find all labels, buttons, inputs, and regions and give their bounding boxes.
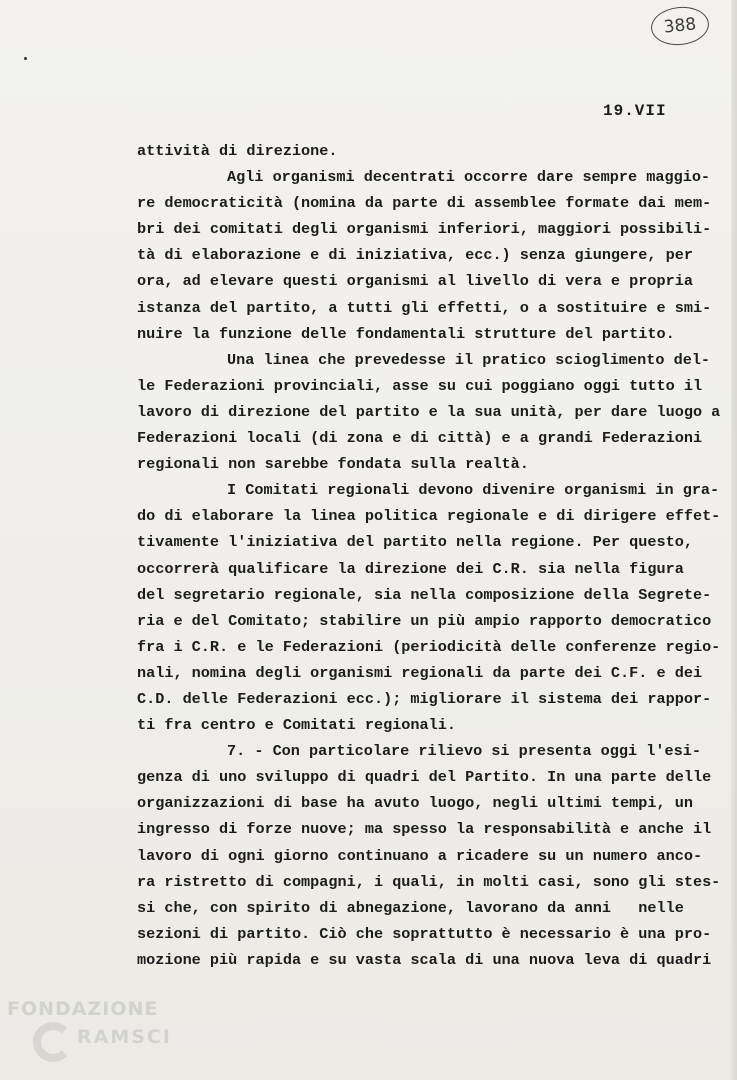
text-line: del segretario regionale, sia nella composizione della Segrete- — [137, 585, 712, 604]
text-line: ra ristretto di compagni, i quali, in molti casi, sono gli stes- — [137, 872, 721, 891]
text-line: ora, ad elevare questi organismi al livello di vera e propria — [137, 272, 693, 291]
text-line: 7. - Con particolare rilievo si presenta oggi l'esi- — [227, 742, 701, 761]
text-line: lavoro di direzione del partito e la sua unità, per dare luogo a — [137, 402, 721, 421]
text-line: C.D. delle Federazioni ecc.); migliorare il sistema dei rappor- — [137, 689, 712, 708]
text-line: Una linea che prevedesse il pratico scioglimento del- — [227, 350, 711, 369]
watermark-g-logo-icon — [33, 1022, 73, 1062]
text-line: ti fra centro e Comitati regionali. — [137, 716, 456, 735]
text-line: le Federazioni provinciali, asse su cui poggiano oggi tutto il — [137, 376, 703, 395]
text-line: fra i C.R. e le Federazioni (periodicità delle conferenze regio- — [137, 637, 721, 656]
text-line: tà di elaborazione e di iniziativa, ecc.) senza giungere, per — [137, 246, 693, 265]
text-line: mozione più rapida e su vasta scala di una nuova leva di quadri — [137, 950, 712, 969]
text-line: Federazioni locali (di zona e di città) e a grandi Federazioni — [137, 429, 703, 448]
text-line: Agli organismi decentrati occorre dare sempre maggio- — [227, 168, 711, 187]
text-line: si che, con spirito di abnegazione, lavorano da anni nelle — [137, 898, 684, 917]
text-line: sezioni di partito. Ciò che soprattutto è necessario è una pro- — [137, 924, 712, 943]
text-line: tivamente l'iniziativa del partito nella regione. Per questo, — [137, 533, 693, 552]
text-line: re democraticità (nomina da parte di assemblee formate dai mem- — [137, 194, 712, 213]
text-line: ria e del Comitato; stabilire un più ampio rapporto democratico — [137, 611, 712, 630]
page-number: 19.VII — [603, 102, 667, 120]
text-line: genza di uno sviluppo di quadri del Partito. In una parte delle — [137, 768, 712, 787]
text-line: lavoro di ogni giorno continuano a ricadere su un numero anco- — [137, 846, 703, 865]
text-line: bri dei comitati degli organismi inferiori, maggiori possibili- — [137, 220, 712, 239]
text-line: nuire la funzione delle fondamentali strutture del partito. — [137, 324, 675, 343]
text-line: nali, nomina degli organismi regionali da parte dei C.F. e dei — [137, 663, 703, 682]
watermark-line-1: FONDAZIONE — [7, 998, 159, 1020]
text-line: istanza del partito, a tutti gli effetti, o a sostituire e smi- — [137, 298, 712, 317]
text-line: ingresso di forze nuove; ma spesso la responsabilità e anche il — [137, 820, 712, 839]
text-line: occorrerà qualificare la direzione dei C.R. sia nella figura — [137, 559, 684, 578]
text-line: I Comitati regionali devono divenire organismi in gra- — [227, 481, 720, 500]
page-edge-shadow — [731, 0, 737, 1080]
typewritten-body — [137, 138, 721, 973]
ink-speck — [24, 57, 27, 60]
watermark-line-2: RAMSCI — [77, 1026, 172, 1048]
text-line: do di elaborare la linea politica regionale e di dirigere effet- — [137, 507, 721, 526]
text-line: regionali non sarebbe fondata sulla realtà. — [137, 455, 529, 474]
archive-page-stamp-number: 388 — [662, 14, 698, 38]
fondazione-gramsci-watermark — [3, 996, 183, 1076]
text-line: organizzazioni di base ha avuto luogo, negli ultimi tempi, un — [137, 794, 693, 813]
text-line: attività di direzione. — [137, 142, 338, 160]
